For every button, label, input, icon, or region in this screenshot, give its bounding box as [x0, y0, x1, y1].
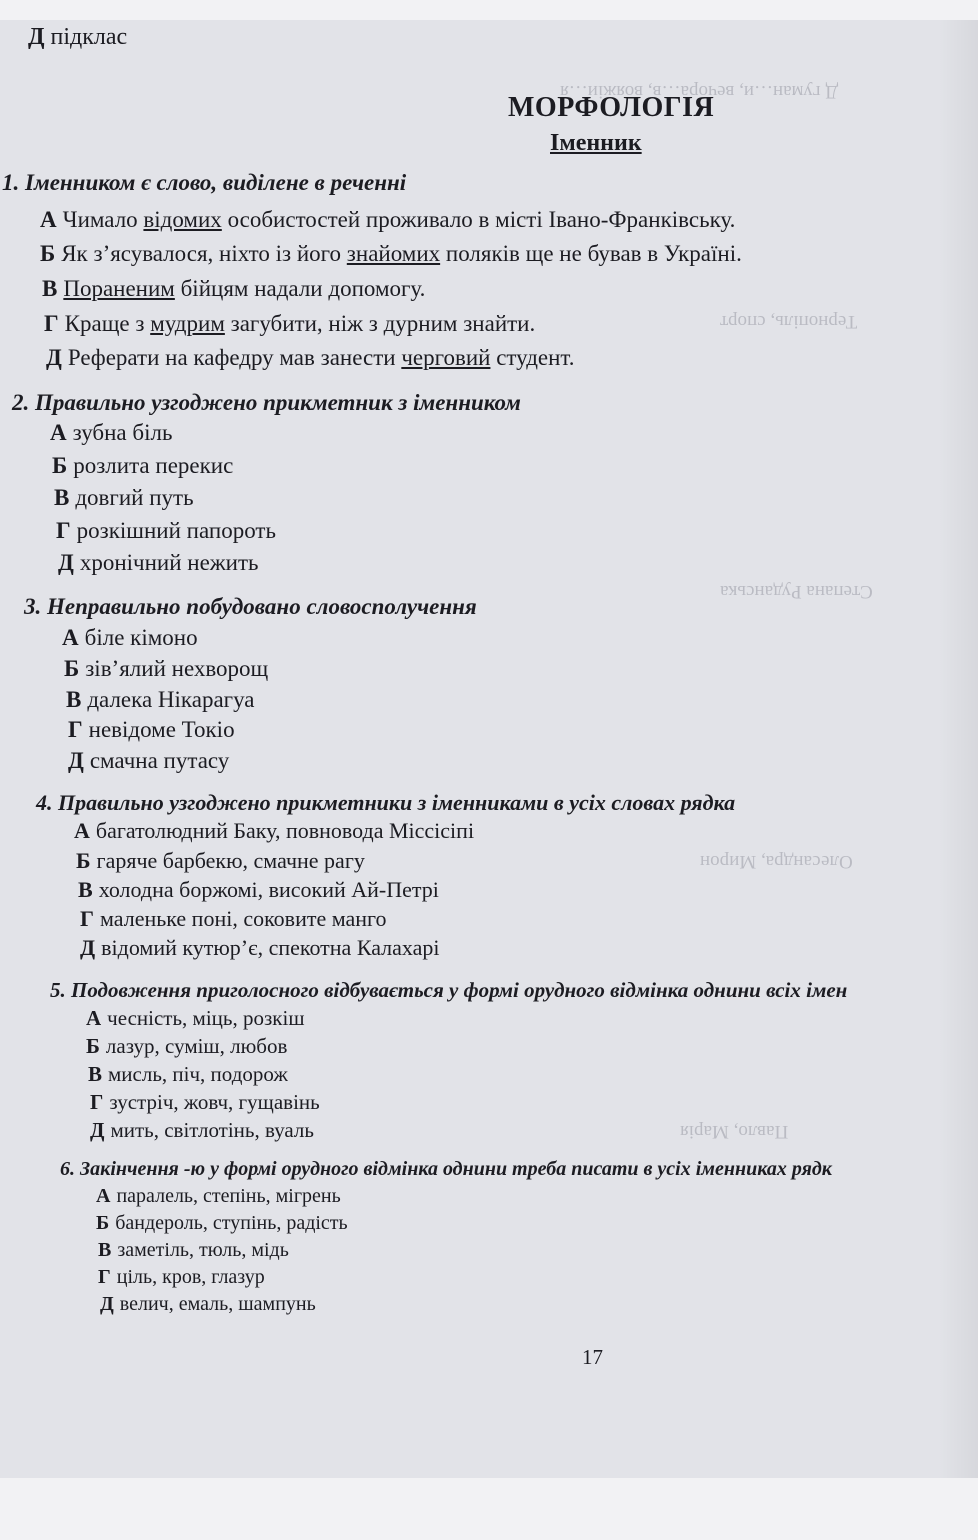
q4-option-b: Б гаряче барбекю, смачне рагу [76, 848, 365, 873]
q5-option-b: Б лазур, суміш, любов [86, 1034, 288, 1058]
bleed-through-decoration: Тернопіль, спорт [720, 311, 858, 332]
question-1-title: 1. Іменником є слово, виділене в реченні [2, 170, 407, 195]
q1-option-d: Г Краще з мудрим загубити, ніж з дурним знайти. [44, 311, 536, 336]
bleed-through-decoration: Павло, Марія [680, 1121, 789, 1142]
q6-option-e: Д велич, емаль, шампунь [100, 1293, 316, 1315]
q3-option-b: Б зів’ялий нехворощ [64, 656, 269, 681]
q3-option-d: Г невідоме Токіо [68, 717, 235, 742]
q4-option-c: В холодна боржомі, високий Ай-Петрі [78, 877, 439, 902]
bleed-through-decoration: Олесандра, Мирон [700, 851, 853, 872]
previous-option-line: Д підклас [28, 24, 128, 50]
q6-option-a: А паралель, степінь, мігрень [96, 1185, 341, 1207]
q5-option-e: Д мить, світлотінь, вуаль [90, 1118, 314, 1142]
q4-option-a: А багатолюдний Баку, повновода Міссісіпі [74, 818, 475, 843]
book-page [0, 20, 978, 1478]
section-title: МОРФОЛОГІЯ [508, 92, 715, 123]
q5-option-a: А чесність, міць, розкіш [86, 1006, 305, 1030]
question-6-title: 6. Закінчення -ю у формі орудного відмінка однини треба писати в усіх іменниках рядк [60, 1158, 832, 1180]
underlined-word: Пораненим [63, 276, 175, 301]
q4-option-e: Д відомий кутюр’є, спекотна Калахарі [80, 935, 440, 960]
underlined-word: черговий [401, 345, 491, 370]
q5-option-d: Г зустріч, жовч, гущавінь [90, 1090, 320, 1114]
underlined-word: відомих [143, 207, 222, 232]
q6-option-c: В заметіль, тюль, мідь [98, 1239, 289, 1261]
q2-option-c: В довгий путь [54, 485, 194, 510]
q5-option-c: В мисль, піч, подорож [88, 1062, 288, 1086]
question-4-title: 4. Правильно узгоджено прикметники з іменниками в усіх словах рядка [36, 790, 736, 815]
q4-option-d: Г маленьке поні, соковите манго [80, 906, 387, 931]
q3-option-e: Д смачна путасу [68, 748, 230, 773]
question-3-title: 3. Неправильно побудовано словосполучення [24, 594, 477, 619]
q6-option-b: Б бандероль, ступінь, радість [96, 1212, 348, 1234]
q1-option-e: Д Реферати на кафедру мав занести черговий студент. [46, 345, 575, 370]
underlined-word: знайомих [346, 241, 441, 266]
q1-option-a: А Чимало відомих особистостей проживало в місті Івано-Франківську. [40, 207, 736, 232]
bleed-through-decoration: Степана Руданська [720, 581, 873, 602]
subsection-title: Іменник [550, 130, 642, 156]
question-5-title: 5. Подовження приголосного відбувається у формі орудного відмінка однини всіх імен [50, 978, 848, 1002]
q3-option-c: В далека Нікарагуа [66, 687, 255, 712]
underlined-word: мудрим [150, 311, 225, 336]
bleed-through-decoration: Д гуман…и, вечора…в, вояжіи…я [560, 81, 839, 102]
q2-option-b: Б розлита перекис [52, 453, 234, 478]
q6-option-d: Г ціль, кров, глазур [98, 1266, 265, 1288]
page-number: 17 [582, 1345, 603, 1369]
q2-option-e: Д хронічний нежить [58, 550, 259, 575]
page-shadow [938, 20, 978, 1478]
q3-option-a: А біле кімоно [62, 625, 198, 650]
q1-option-b: Б Як з’ясувалося, ніхто із його знайомих поляків ще не бував в Україні. [40, 241, 742, 266]
q2-option-d: Г розкішний папороть [56, 518, 276, 543]
question-2-title: 2. Правильно узгоджено прикметник з іменником [12, 390, 521, 415]
q1-option-c: В Пораненим бійцям надали допомогу. [42, 276, 426, 301]
q2-option-a: А зубна біль [50, 420, 173, 445]
